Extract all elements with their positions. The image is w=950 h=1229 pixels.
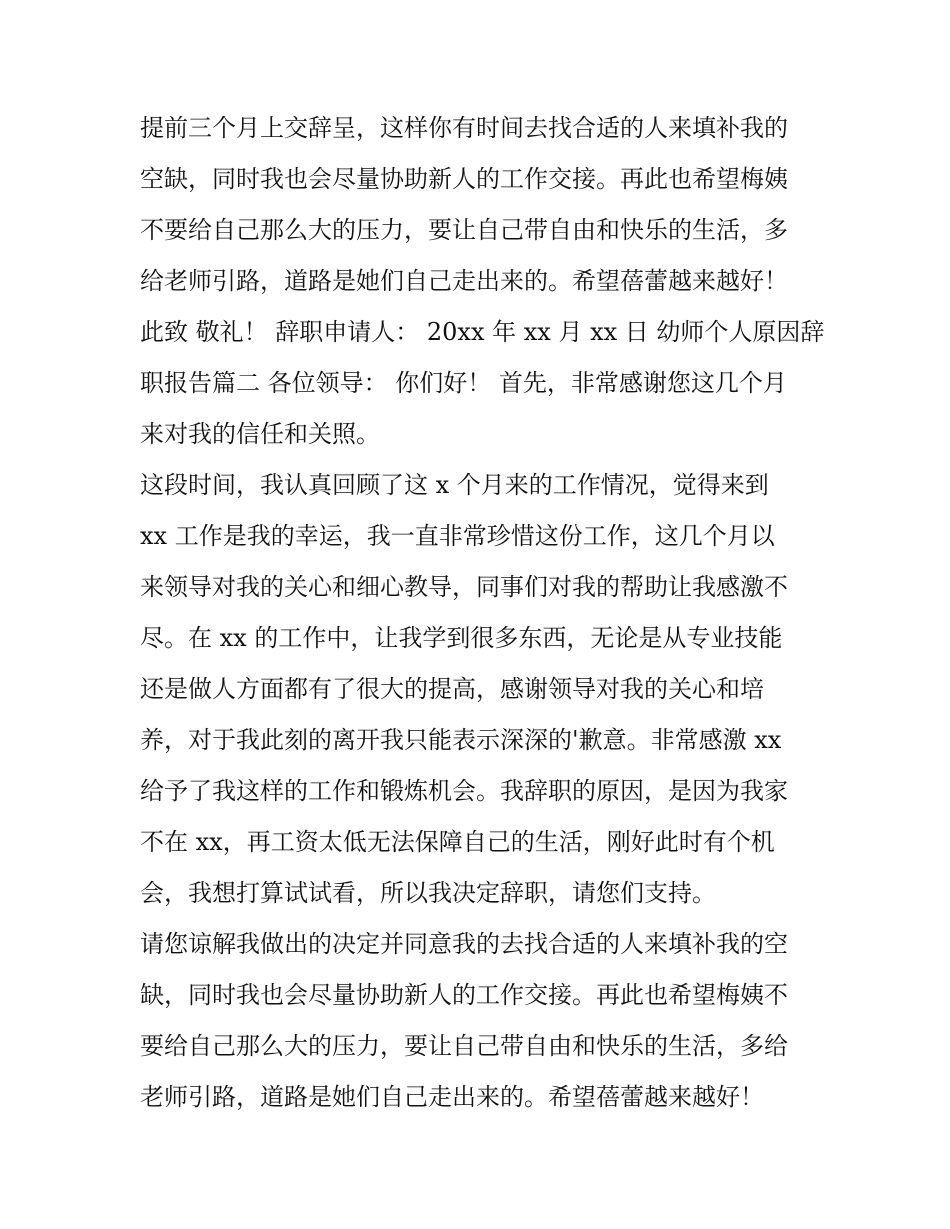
text-line: 来对我的信任和关照。	[140, 420, 380, 448]
text-line: 请您谅解我做出的决定并同意我的去找合适的人来填补我的空	[140, 930, 788, 958]
text-line: 要给自己那么大的压力，要让自己带自由和快乐的生活，多给	[140, 1032, 788, 1060]
text-line: 养，对于我此刻的离开我只能表示深深的'歉意。非常感激 xx	[140, 726, 782, 754]
text-line: 来领导对我的关心和细心教导，同事们对我的帮助让我感激不	[140, 573, 788, 601]
text-line: 空缺，同时我也会尽量协助新人的工作交接。再此也希望梅姨	[140, 165, 788, 193]
text-line: 这段时间，我认真回顾了这 x 个月来的工作情况，觉得来到	[140, 471, 769, 499]
text-line: 会，我想打算试试看，所以我决定辞职，请您们支持。	[140, 879, 716, 907]
text-line: 此致 敬礼！ 辞职申请人： 20xx 年 xx 月 xx 日 幼师个人原因辞	[140, 318, 825, 346]
text-line: 给予了我这样的工作和锻炼机会。我辞职的原因，是因为我家	[140, 777, 788, 805]
text-line: 不要给自己那么大的压力，要让自己带自由和快乐的生活，多	[140, 216, 788, 244]
text-line: 职报告篇二 各位领导： 你们好！ 首先，非常感谢您这几个月	[140, 369, 787, 397]
text-line: 不在 xx，再工资太低无法保障自己的生活，刚好此时有个机	[140, 828, 775, 856]
text-line: 还是做人方面都有了很大的提高，感谢领导对我的关心和培	[140, 675, 764, 703]
text-line: xx 工作是我的幸运，我一直非常珍惜这份工作，这几个月以	[140, 522, 775, 550]
body-text	[140, 103, 825, 1123]
text-line: 缺，同时我也会尽量协助新人的工作交接。再此也希望梅姨不	[140, 981, 788, 1009]
text-line: 老师引路，道路是她们自己走出来的。希望蓓蕾越来越好！	[140, 1083, 764, 1111]
text-line: 尽。在 xx 的工作中，让我学到很多东西，无论是从专业技能	[140, 624, 783, 652]
text-line: 给老师引路，道路是她们自己走出来的。希望蓓蕾越来越好！	[140, 267, 788, 295]
text-line: 提前三个月上交辞呈，这样你有时间去找合适的人来填补我的	[140, 114, 788, 142]
